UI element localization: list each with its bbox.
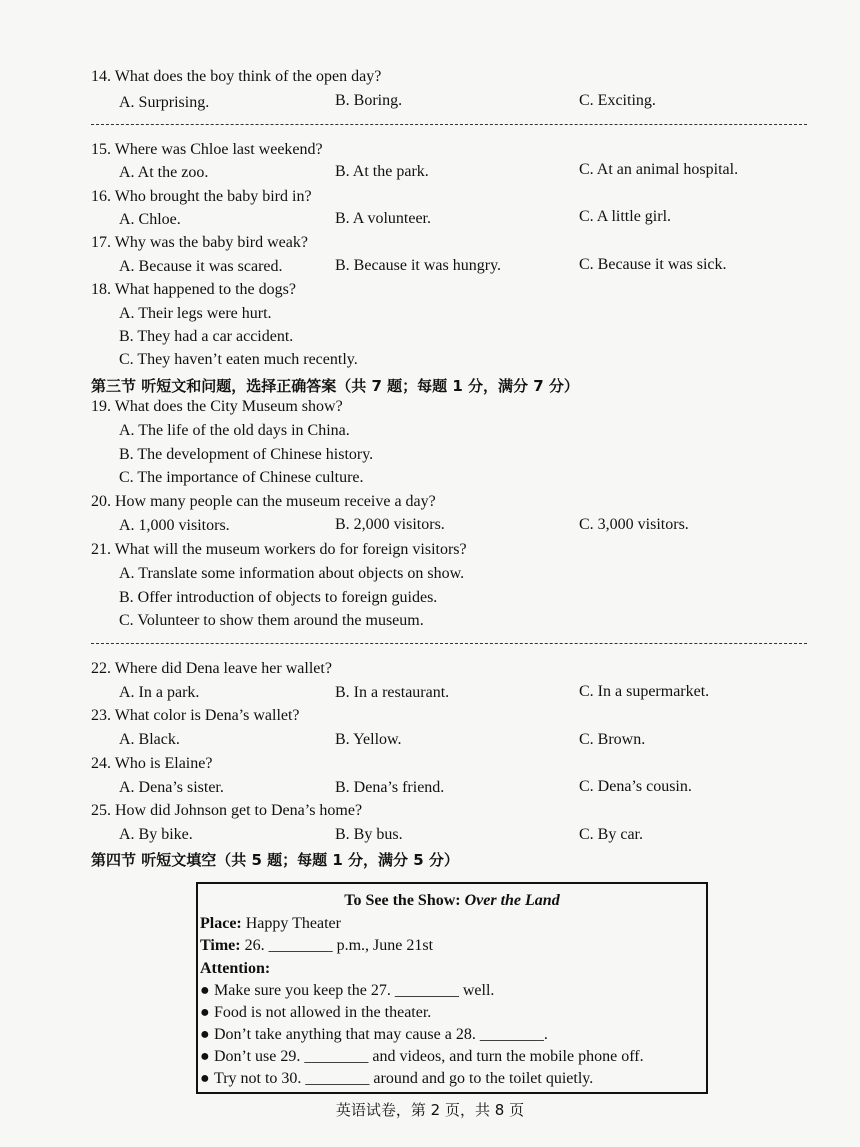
- question-23: 23. What color is Dena’s wallet?: [91, 707, 300, 724]
- bullet-item: ● Try not to 30. ________ around and go to the toilet quietly.: [200, 1070, 594, 1087]
- question-19: 19. What does the City Museum show?: [91, 398, 343, 415]
- option-23a: A. Black.: [119, 731, 180, 748]
- question-18: 18. What happened to the dogs?: [91, 281, 296, 298]
- option-16c: C. A little girl.: [579, 208, 672, 225]
- option-25a: A. By bike.: [119, 826, 193, 843]
- question-25: 25. How did Johnson get to Dena’s home?: [91, 802, 363, 819]
- bullet-item: ● Food is not allowed in the theater.: [200, 1004, 432, 1021]
- option-19c: C. The importance of Chinese culture.: [119, 469, 364, 486]
- option-16b: B. A volunteer.: [335, 210, 431, 227]
- option-20c: C. 3,000 visitors.: [579, 516, 689, 533]
- question-24: 24. Who is Elaine?: [91, 755, 213, 772]
- option-17a: A. Because it was scared.: [119, 258, 283, 275]
- show-notice-box: [196, 882, 708, 1094]
- option-23c: C. Brown.: [579, 731, 646, 748]
- option-22b: B. In a restaurant.: [335, 684, 450, 701]
- dashed-divider: [91, 124, 807, 125]
- option-20b: B. 2,000 visitors.: [335, 516, 445, 533]
- question-22: 22. Where did Dena leave her wallet?: [91, 660, 332, 677]
- option-22a: A. In a park.: [119, 684, 200, 701]
- option-14b: B. Boring.: [335, 92, 403, 109]
- option-15c: C. At an animal hospital.: [579, 161, 739, 178]
- option-24a: A. Dena’s sister.: [119, 779, 224, 796]
- option-17c: C. Because it was sick.: [579, 256, 727, 273]
- bullet-item: ● Don’t take anything that may cause a 28. ________.: [200, 1026, 548, 1043]
- option-19a: A. The life of the old days in China.: [119, 422, 350, 439]
- attention-label: Attention:: [200, 960, 271, 977]
- dashed-divider: [91, 643, 807, 644]
- option-24c: C. Dena’s cousin.: [579, 778, 692, 795]
- option-25c: C. By car.: [579, 826, 643, 843]
- option-14c: C. Exciting.: [579, 92, 656, 109]
- place-line: Place: Happy Theater: [200, 915, 341, 932]
- option-19b: B. The development of Chinese history.: [119, 446, 374, 463]
- option-23b: B. Yellow.: [335, 731, 402, 748]
- option-21c: C. Volunteer to show them around the museum.: [119, 612, 424, 629]
- bullet-item: ● Don’t use 29. ________ and videos, and turn the mobile phone off.: [200, 1048, 644, 1065]
- section-3-heading: 第三节 听短文和问题，选择正确答案（共 7 题；每题 1 分，满分 7 分）: [91, 377, 579, 395]
- page-footer: 英语试卷，第 2 页，共 8 页: [335, 1101, 525, 1119]
- question-15: 15. Where was Chloe last weekend?: [91, 141, 323, 158]
- option-16a: A. Chloe.: [119, 211, 181, 228]
- question-17: 17. Why was the baby bird weak?: [91, 234, 308, 251]
- option-15a: A. At the zoo.: [119, 164, 209, 181]
- question-14: 14. What does the boy think of the open day?: [91, 68, 382, 85]
- option-18b: B. They had a car accident.: [119, 328, 294, 345]
- option-25b: B. By bus.: [335, 826, 403, 843]
- question-20: 20. How many people can the museum receive a day?: [91, 493, 436, 510]
- option-17b: B. Because it was hungry.: [335, 257, 502, 274]
- option-14a: A. Surprising.: [119, 94, 210, 111]
- option-24b: B. Dena’s friend.: [335, 779, 445, 796]
- question-16: 16. Who brought the baby bird in?: [91, 188, 312, 205]
- option-21b: B. Offer introduction of objects to foreign guides.: [119, 589, 438, 606]
- time-line: Time: 26. ________ p.m., June 21st: [200, 937, 434, 954]
- option-18c: C. They haven’t eaten much recently.: [119, 351, 358, 368]
- option-20a: A. 1,000 visitors.: [119, 517, 230, 534]
- option-22c: C. In a supermarket.: [579, 683, 710, 700]
- section-4-heading: 第四节 听短文填空（共 5 题；每题 1 分，满分 5 分）: [91, 851, 459, 869]
- notice-title: To See the Show: Over the Land: [344, 892, 560, 909]
- option-21a: A. Translate some information about objects on show.: [119, 565, 465, 582]
- option-15b: B. At the park.: [335, 163, 429, 180]
- option-18a: A. Their legs were hurt.: [119, 305, 272, 322]
- question-21: 21. What will the museum workers do for foreign visitors?: [91, 541, 467, 558]
- bullet-item: ● Make sure you keep the 27. ________ well.: [200, 982, 495, 999]
